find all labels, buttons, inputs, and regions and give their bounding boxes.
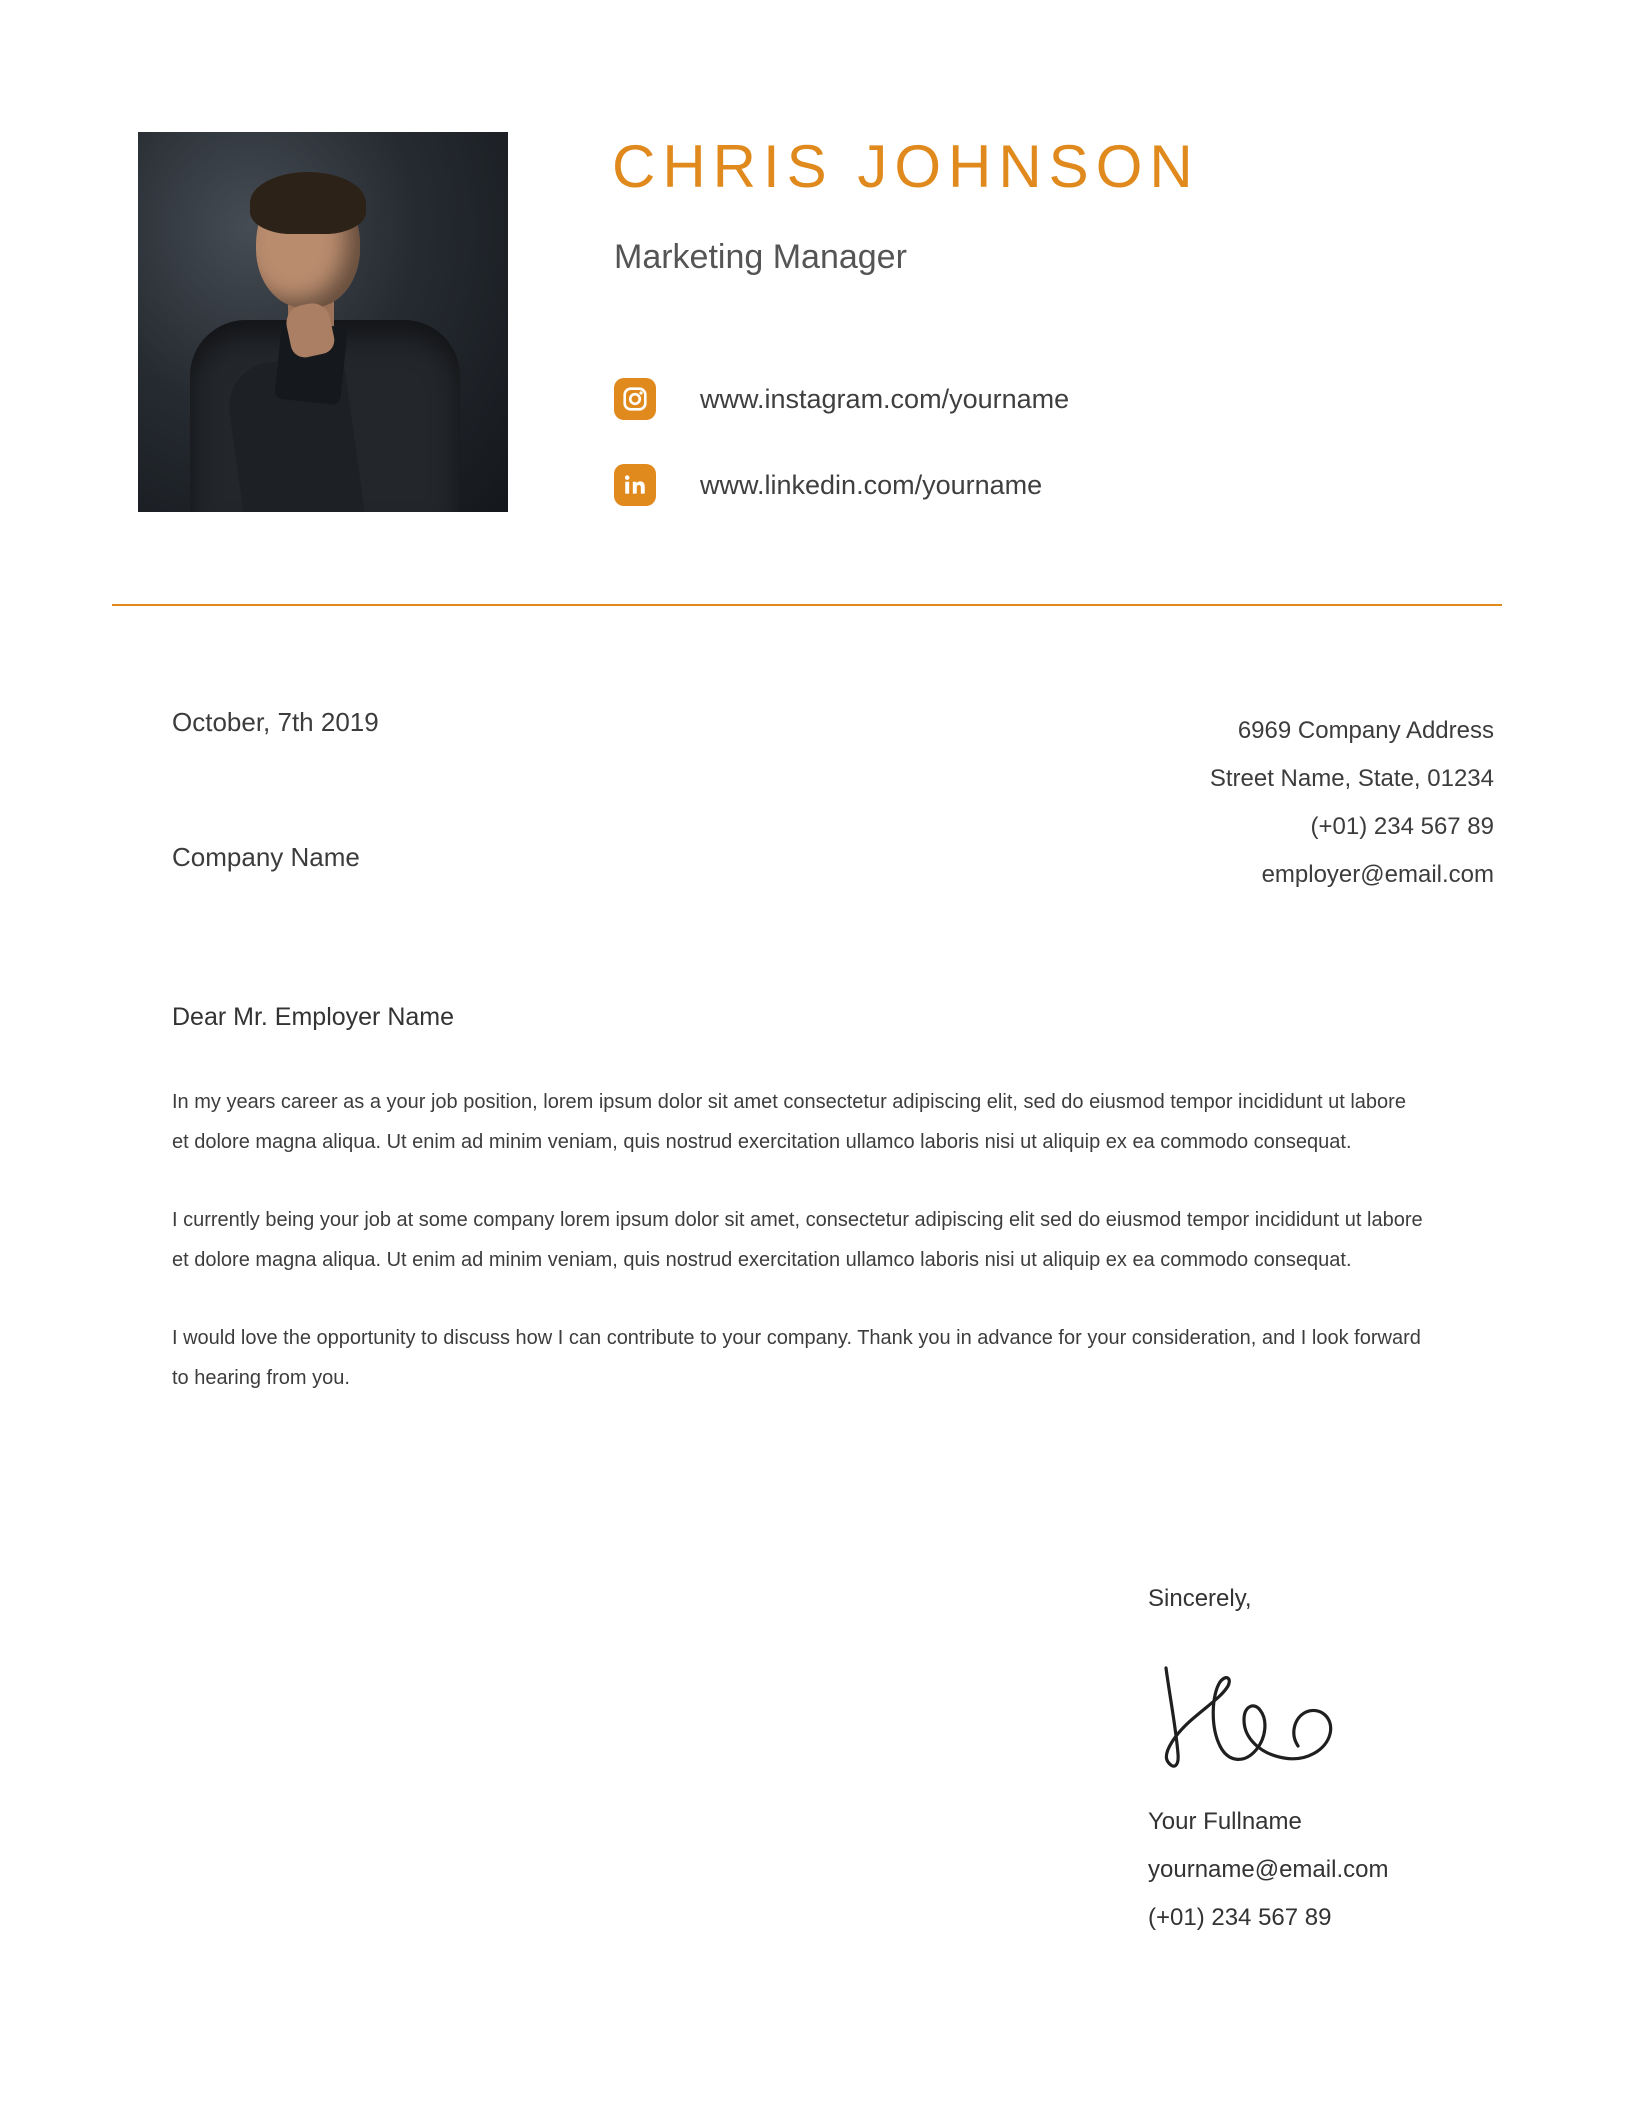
letter-paragraph: I currently being your job at some company lorem ipsum dolor sit amet, consectetur adipiscing elit sed do eiusmod tempor incididunt ut labore et dolore magna aliqua. Ut enim ad minim veniam, quis nostrud exercitation ullamco laboris nisi ut aliquip ex ea commodo consequat. <box>172 1209 1423 1271</box>
recipient-address-line: 6969 Company Address <box>1237 717 1494 744</box>
handwritten-signature <box>1148 1650 1368 1780</box>
recipient-email: employer@email.com <box>1261 861 1494 888</box>
page-title: CHRIS JOHNSON <box>612 133 1200 200</box>
letter-header <box>0 0 1632 600</box>
recipient-block <box>1210 707 1494 899</box>
photo-hair <box>250 172 366 234</box>
social-link-label: www.linkedin.com/yourname <box>700 469 1043 500</box>
company-name: Company Name <box>172 842 360 872</box>
portrait-photo <box>138 132 508 512</box>
closing-text: Sincerely, <box>1148 1585 1252 1612</box>
social-link-instagram[interactable] <box>614 368 1069 430</box>
signer-email: yourname@email.com <box>1148 1856 1389 1883</box>
letter-body <box>172 1082 1427 1398</box>
instagram-icon <box>614 378 656 420</box>
signer-block <box>1148 1798 1388 1942</box>
social-link-label: www.instagram.com/yourname <box>700 383 1070 414</box>
salutation: Dear Mr. Employer Name <box>172 1003 455 1031</box>
recipient-city-line: Street Name, State, 01234 <box>1209 765 1494 792</box>
social-link-linkedin[interactable] <box>614 454 1069 516</box>
signer-phone: (+01) 234 567 89 <box>1148 1904 1332 1931</box>
signer-name: Your Fullname <box>1148 1808 1302 1835</box>
header-divider <box>112 604 1502 606</box>
job-title: Marketing Manager <box>614 238 907 276</box>
linkedin-icon <box>614 464 656 506</box>
letter-date: October, 7th 2019 <box>172 707 379 737</box>
letter-paragraph: I would love the opportunity to discuss how I can contribute to your company. Thank you in advance for your consideration, and I look forward to hearing from you. <box>172 1327 1421 1389</box>
social-links <box>614 368 1069 540</box>
recipient-phone: (+01) 234 567 89 <box>1310 813 1494 840</box>
letter-paragraph: In my years career as a your job position, lorem ipsum dolor sit amet consectetur adipiscing elit, sed do eiusmod tempor incididunt ut labore et dolore magna aliqua. Ut enim ad minim veniam, quis nostrud exercitation ullamco laboris nisi ut aliquip ex ea commodo consequat. <box>172 1091 1406 1153</box>
